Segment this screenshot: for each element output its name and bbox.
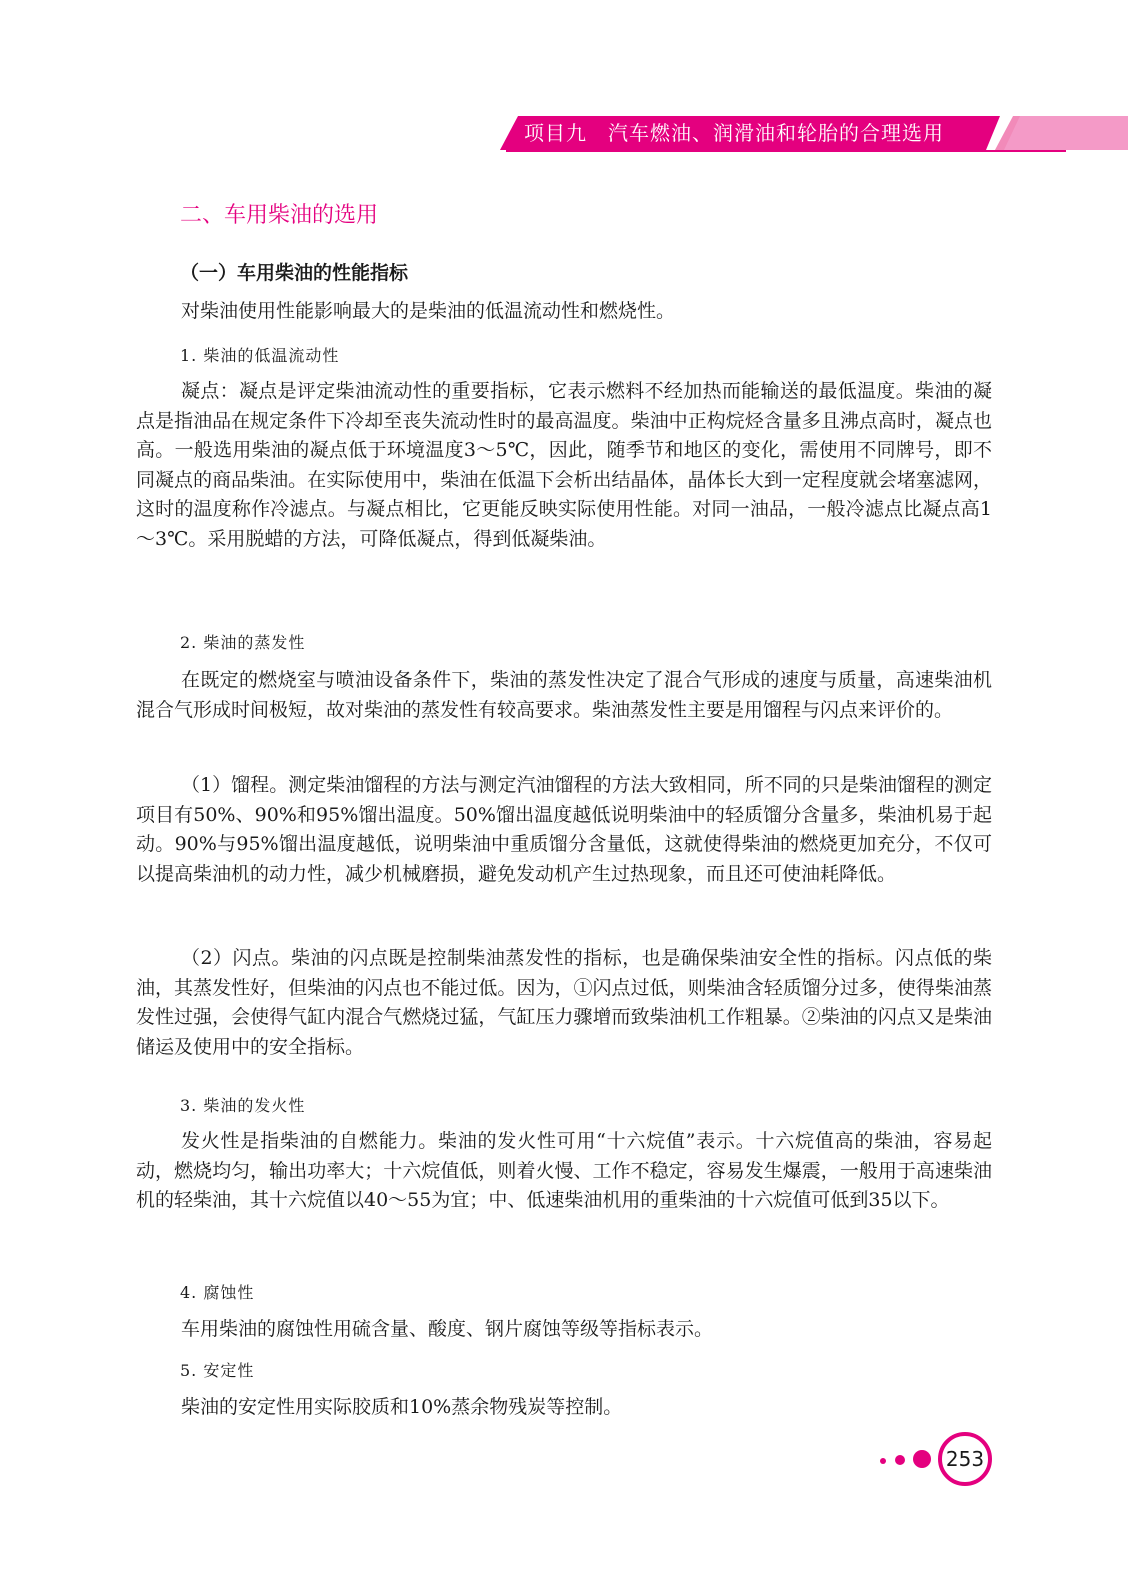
item-heading-stability: 5. 安定性 <box>180 1361 255 1380</box>
paragraph-distillation: （1）馏程。测定柴油馏程的方法与测定汽油馏程的方法大致相同，所不同的只是柴油馏程的测定项目有50%、90%和95%馏出温度。50%馏出温度越低说明柴油中的轻质馏分含量多，柴油机易于起动。90%与95%馏出温度越低，说明柴油中重质馏分含量低，这就使得柴油的燃烧更加充分，不仅可以提高柴油机的动力性，减少机械磨损，避免发动机产生过热现象，而且还可使油耗降低。 <box>136 774 992 885</box>
page-number: 253 <box>938 1432 992 1486</box>
paragraph-corrosion: 车用柴油的腐蚀性用硫含量、酸度、钢片腐蚀等级等指标表示。 <box>181 1318 714 1340</box>
paragraph-stability: 柴油的安定性用实际胶质和10%蒸余物残炭等控制。 <box>181 1396 623 1418</box>
dot-decoration <box>880 1458 886 1464</box>
subsection-heading: （一）车用柴油的性能指标 <box>180 262 409 284</box>
chapter-title: 项目九 汽车燃油、润滑油和轮胎的合理选用 <box>524 121 944 145</box>
paragraph-pour-point: 凝点：凝点是评定柴油流动性的重要指标，它表示燃料不经加热而能输送的最低温度。柴油的凝点是指油品在规定条件下冷却至丧失流动性时的最高温度。柴油中正构烷烃含量多且沸点高时，凝点也高。一般选用柴油的凝点低于环境温度3～5℃，因此，随季节和地区的变化，需使用不同牌号，即不同凝点的商品柴油。在实际使用中，柴油在低温下会析出结晶体，晶体长大到一定程度就会堵塞滤网，这时的温度称作冷滤点。与凝点相比，它更能反映实际使用性能。对同一油品，一般冷滤点比凝点高1～3℃。采用脱蜡的方法，可降低凝点，得到低凝柴油。 <box>136 380 992 550</box>
intro-paragraph: 对柴油使用性能影响最大的是柴油的低温流动性和燃烧性。 <box>181 300 676 322</box>
item-heading-ignition: 3. 柴油的发火性 <box>180 1096 306 1115</box>
paragraph-flash-point: （2）闪点。柴油的闪点既是控制柴油蒸发性的指标，也是确保柴油安全性的指标。闪点低的柴油，其蒸发性好，但柴油的闪点也不能过低。因为，①闪点过低，则柴油含轻质馏分过多，使得柴油蒸发性过强，会使得气缸内混合气燃烧过猛，气缸压力骤增而致柴油机工作粗暴。②柴油的闪点又是柴油储运及使用中的安全指标。 <box>136 947 992 1058</box>
dot-decoration <box>895 1455 905 1465</box>
header-rule <box>506 150 1066 152</box>
item-heading-low-temp-fluidity: 1. 柴油的低温流动性 <box>180 346 340 365</box>
banner-tail-decoration <box>1004 116 1128 150</box>
dot-decoration <box>913 1450 931 1468</box>
section-heading: 二、车用柴油的选用 <box>180 203 379 228</box>
item-heading-volatility: 2. 柴油的蒸发性 <box>180 633 306 652</box>
paragraph-volatility: 在既定的燃烧室与喷油设备条件下，柴油的蒸发性决定了混合气形成的速度与质量，高速柴油机混合气形成时间极短，故对柴油的蒸发性有较高要求。柴油蒸发性主要是用馏程与闪点来评价的。 <box>136 669 992 721</box>
paragraph-cetane: 发火性是指柴油的自燃能力。柴油的发火性可用“十六烷值”表示。十六烷值高的柴油，容易起动，燃烧均匀，输出功率大；十六烷值低，则着火慢、工作不稳定，容易发生爆震，一般用于高速柴油机的轻柴油，其十六烷值以40～55为宜；中、低速柴油机用的重柴油的十六烷值可低到35以下。 <box>136 1130 992 1211</box>
item-heading-corrosion: 4. 腐蚀性 <box>180 1283 255 1302</box>
